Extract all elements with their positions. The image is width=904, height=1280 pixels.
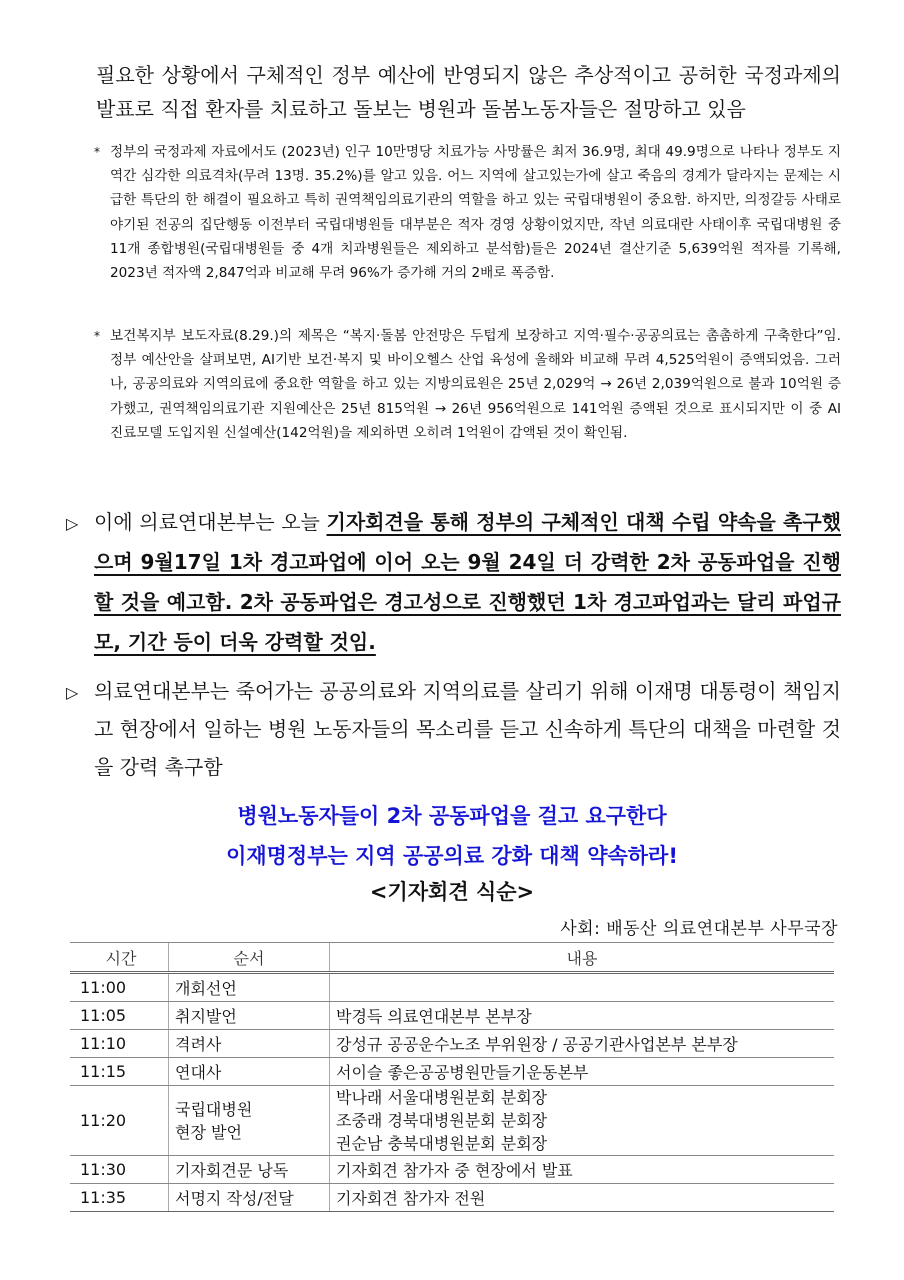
row-content-line: 박나래 서울대병원분회 분회장 xyxy=(336,1088,548,1107)
table-row xyxy=(70,1156,834,1184)
row-content: 박경득 의료연대본부 본부장 xyxy=(330,1002,835,1030)
intro-paragraph: 필요한 상황에서 구체적인 정부 예산에 반영되지 않은 추상적이고 공허한 국정과제의 발표로 직접 환자를 치료하고 돌보는 병원과 돌봄노동자들은 절망하고 있음 xyxy=(96,63,841,121)
footnote-1 xyxy=(86,140,841,285)
row-content xyxy=(330,1086,835,1156)
triangle-bullet-icon: ▷ xyxy=(66,683,79,702)
footnote-2 xyxy=(86,324,841,445)
row-order: 기자회견문 낭독 xyxy=(169,1156,330,1184)
bullet-prefix-text: 이에 의료연대본부는 오늘 xyxy=(94,510,327,534)
table-row xyxy=(70,1002,834,1030)
row-content: 기자회견 참가자 전원 xyxy=(330,1184,835,1212)
headline-strike: 병원노동자들이 2차 공동파업을 걸고 요구한다 xyxy=(237,804,667,828)
row-content: 기자회견 참가자 중 현장에서 발표 xyxy=(330,1156,835,1184)
headline-demand: 이재명정부는 지역 공공의료 강화 대책 약속하라! xyxy=(226,844,678,868)
schedule-table xyxy=(70,942,834,1212)
bullet-emphasis-text: 기자회견을 통해 정부의 구체적인 대책 수립 약속을 촉구했으며 9월17일 1차 경고파업에 이어 오는 9월 24일 더 강력한 2차 공동파업을 진행할 것을 예고함. 2차 공동파업은 경고성으로 진행했던 1차 경고파업과는 달리 파업규모, 기간 등이 더욱 강력할 것임. xyxy=(94,510,842,654)
schedule-title: <기자회견 식순> xyxy=(369,880,535,904)
footnote-marker: * xyxy=(94,145,100,159)
table-row xyxy=(70,1086,834,1156)
row-order: 서명지 작성/전달 xyxy=(169,1184,330,1212)
footnote-marker: * xyxy=(94,329,100,343)
row-time: 11:35 xyxy=(70,1184,169,1212)
table-row xyxy=(70,1058,834,1086)
row-time: 11:05 xyxy=(70,1002,169,1030)
row-content: 서이슬 좋은공공병원만들기운동본부 xyxy=(330,1058,835,1086)
bullet-demand xyxy=(66,672,841,786)
row-time: 11:15 xyxy=(70,1058,169,1086)
host-line: 사회: 배동산 의료연대본부 사무국장 xyxy=(560,919,838,939)
row-order: 격려사 xyxy=(169,1030,330,1058)
table-row xyxy=(70,1030,834,1058)
table-row xyxy=(70,973,834,1002)
header-order: 순서 xyxy=(169,943,330,973)
row-order: 취지발언 xyxy=(169,1002,330,1030)
row-order-line: 현장 발언 xyxy=(175,1122,242,1142)
triangle-bullet-icon: ▷ xyxy=(66,514,79,533)
footnote-text: 정부의 국정과제 자료에서도 (2023년) 인구 10만명당 치료가능 사망률은 최저 36.9명, 최대 49.9명으로 나타나 정부도 지역간 심각한 의료격차(무려 13명. 35.2%)를 알고 있음. 어느 지역에 살고있는가에 살고 죽음의 경계가 달라지는 문제는 시급한 특단의 한 해결이 필요하고 특히 권역책임의료기관의 역할을 하고 있는 국립대병원이 중요함. 하지만, 의정갈등 사태로 야기된 전공의 집단행동 이전부터 국립대병원들 대부분은 적자 경영 상황이었지만, 작년 의료대란 사태이후 국립대병원 중 11개 종합병원(국립대병원들 중 4개 치과병원들은 제외하고 분석함)들은 2024년 결산기준 5,639억원 적자를 기록해, 2023년 적자액 2,847억과 비교해 무려 96%가 증가해 거의 2배로 폭증함. xyxy=(110,144,841,282)
row-order-line: 국립대병원 xyxy=(175,1099,253,1119)
header-time: 시간 xyxy=(70,943,169,973)
footnote-text: 보건복지부 보도자료(8.29.)의 제목은 “복지·돌봄 안전망은 두텁게 보장하고 지역·필수·공공의료는 촘촘하게 구축한다”임. 정부 예산안을 살펴보면, AI기반 보건·복지 및 바이오헬스 산업 육성에 올해와 비교해 무려 4,525억원이 증액되었음. 그러나, 공공의료와 지역의료에 중요한 역할을 하고 있는 지방의료원은 25년 2,029억 → 26년 2,039억원으로 불과 10억원 증가했고, 권역책임의료기관 지원예산은 25년 815억원 → 26년 956억원으로 141억원 증액된 것으로 표시되지만 이 중 AI 진료모델 도입지원 신설예산(142억원)을 제외하면 오히려 1억원이 감액된 것이 확인됨. xyxy=(110,328,841,441)
row-content-line: 조중래 경북대병원분회 분회장 xyxy=(336,1111,548,1130)
row-order: 연대사 xyxy=(169,1058,330,1086)
table-header-row xyxy=(70,943,834,973)
row-time: 11:10 xyxy=(70,1030,169,1058)
row-order: 개회선언 xyxy=(169,973,330,1002)
row-order xyxy=(169,1086,330,1156)
row-content: 강성규 공공운수노조 부위원장 / 공공기관사업본부 본부장 xyxy=(330,1030,835,1058)
header-content: 내용 xyxy=(330,943,835,973)
bullet-press-conference xyxy=(66,502,841,662)
table-row xyxy=(70,1184,834,1212)
bullet-text: 의료연대본부는 죽어가는 공공의료와 지역의료를 살리기 위해 이재명 대통령이 책임지고 현장에서 일하는 병원 노동자들의 목소리를 듣고 신속하게 특단의 대책을 마련할 것을 강력 촉구함 xyxy=(94,679,841,779)
row-time: 11:20 xyxy=(70,1086,169,1156)
row-content xyxy=(330,973,835,1002)
row-content-line: 권순남 충북대병원분회 분회장 xyxy=(336,1134,548,1153)
row-time: 11:30 xyxy=(70,1156,169,1184)
row-time: 11:00 xyxy=(70,973,169,1002)
